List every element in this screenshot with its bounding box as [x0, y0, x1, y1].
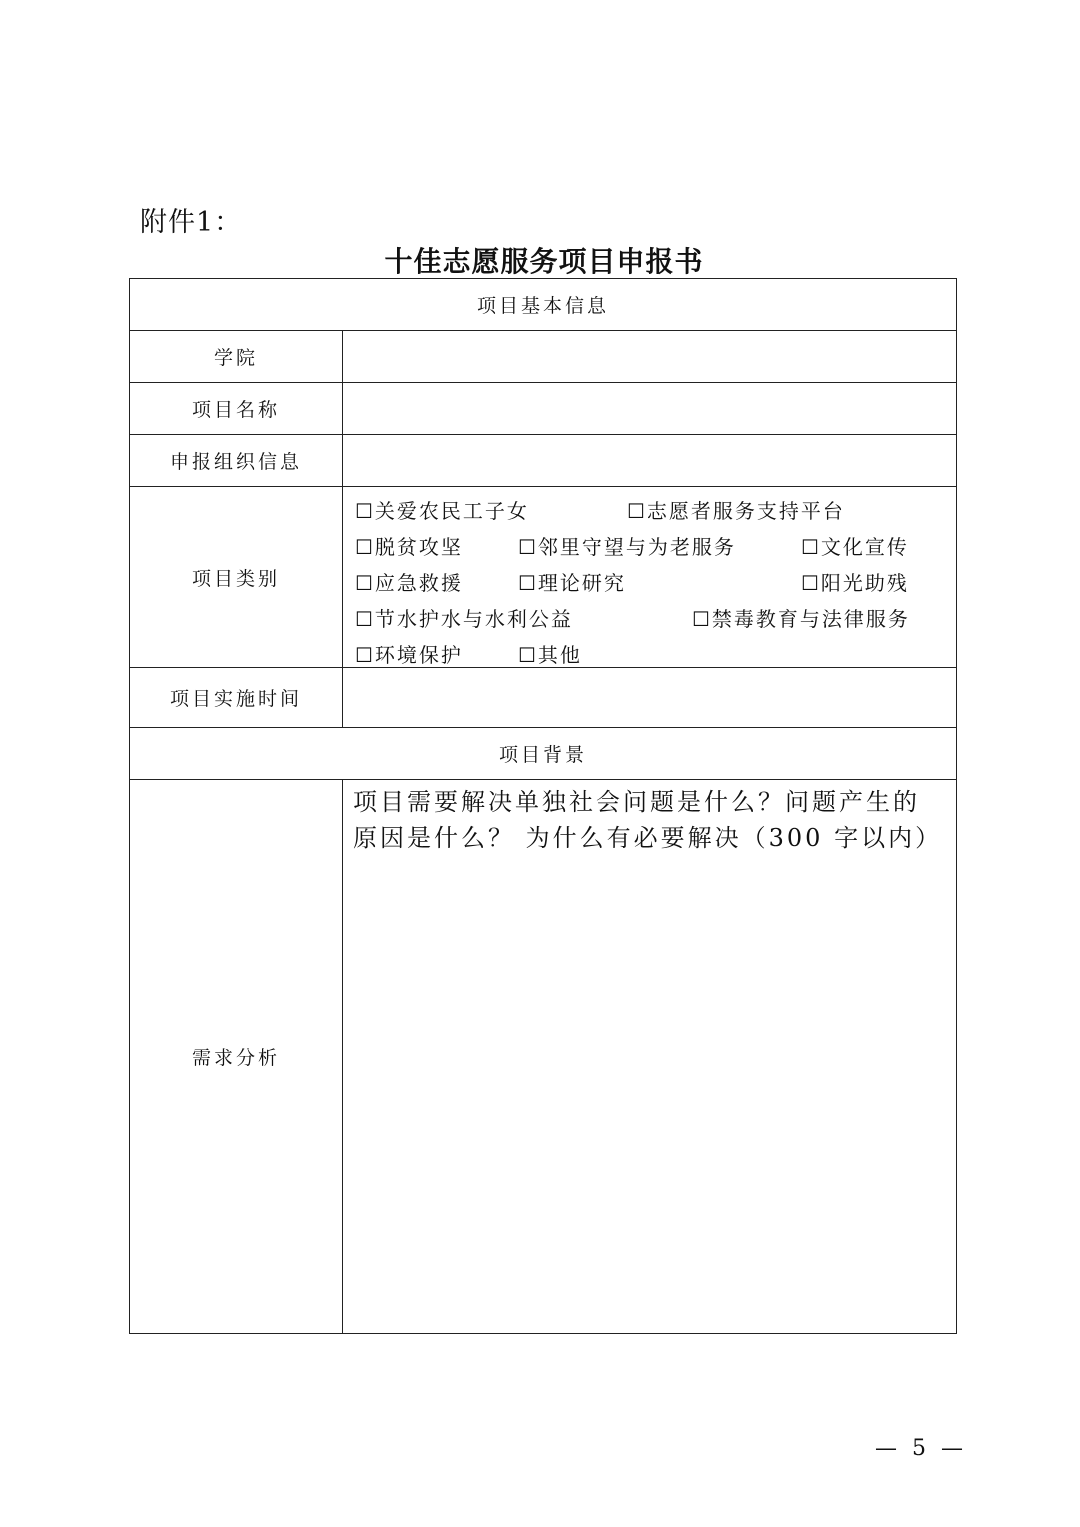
org-info-field[interactable]	[343, 435, 957, 487]
needs-analysis-label: 需求分析	[130, 780, 343, 1334]
attachment-label: 附件1：	[140, 207, 243, 238]
category-options	[343, 487, 957, 668]
project-name-label: 项目名称	[130, 383, 343, 435]
document-title: 十佳志愿服务项目申报书	[384, 245, 704, 278]
category-option-disability[interactable]: ☐阳光助残	[801, 571, 909, 595]
college-label: 学院	[130, 331, 343, 383]
category-option-elderly[interactable]: ☐邻里守望与为老服务	[518, 535, 736, 559]
implementation-time-label: 项目实施时间	[130, 668, 343, 728]
category-option-other[interactable]: ☐其他	[518, 643, 582, 667]
section-background: 项目背景	[130, 728, 957, 780]
category-option-water[interactable]: ☐节水护水与水利公益	[355, 607, 573, 631]
needs-analysis-field[interactable]	[343, 780, 957, 1334]
section-basic-info: 项目基本信息	[130, 279, 957, 331]
category-option-drug-law[interactable]: ☐禁毒教育与法律服务	[692, 607, 910, 631]
project-name-field[interactable]	[343, 383, 957, 435]
category-option-volunteer-platform[interactable]: ☐志愿者服务支持平台	[627, 499, 845, 523]
page-number: — 5 —	[875, 1436, 967, 1461]
needs-analysis-prompt: 项目需要解决单独社会问题是什么？问题产生的原因是什么？ 为什么有必要解决（300 字以内）	[353, 788, 943, 852]
category-option-environment[interactable]: ☐环境保护	[355, 643, 463, 667]
category-option-emergency[interactable]: ☐应急救援	[355, 571, 463, 595]
org-info-label: 申报组织信息	[130, 435, 343, 487]
category-option-migrant-children[interactable]: ☐关爱农民工子女	[355, 499, 529, 523]
category-option-theory[interactable]: ☐理论研究	[518, 571, 626, 595]
implementation-time-field[interactable]	[343, 668, 957, 728]
application-form	[129, 278, 957, 1334]
category-option-poverty[interactable]: ☐脱贫攻坚	[355, 535, 463, 559]
category-label: 项目类别	[130, 487, 343, 668]
category-option-culture[interactable]: ☐文化宣传	[801, 535, 909, 559]
college-field[interactable]	[343, 331, 957, 383]
